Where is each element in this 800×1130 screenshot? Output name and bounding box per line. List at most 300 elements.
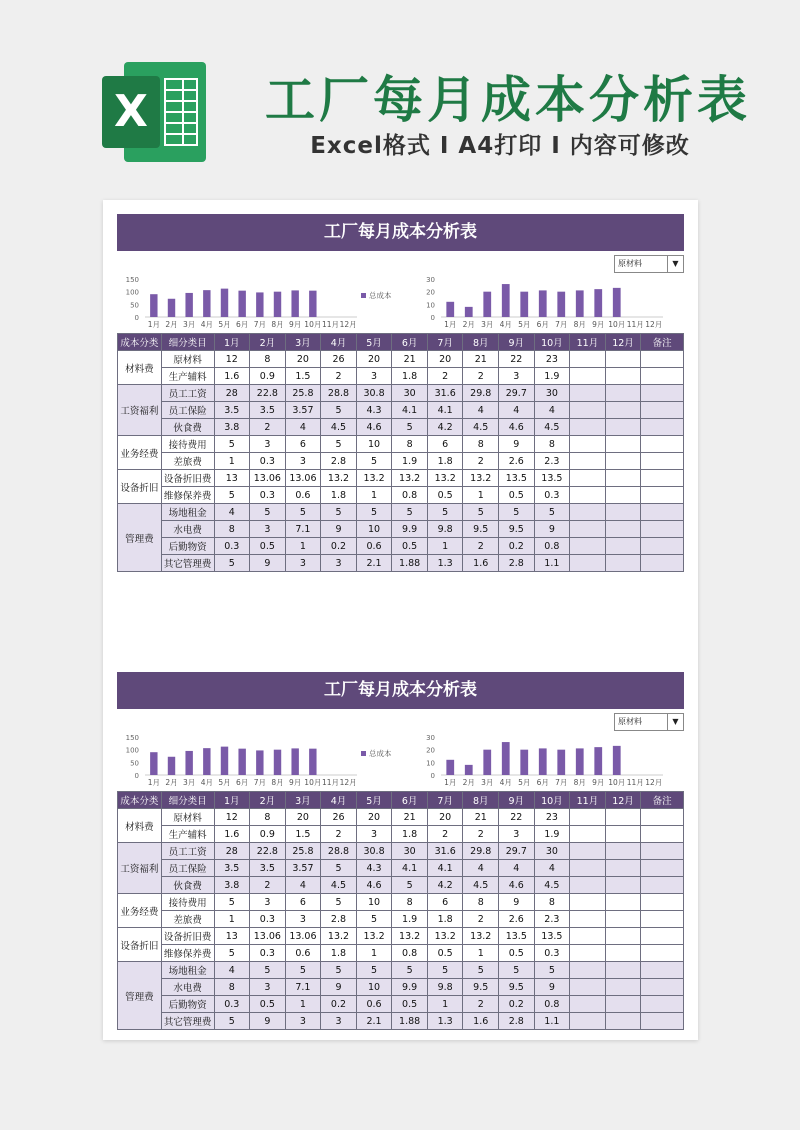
value-cell[interactable]: 0.5 — [499, 487, 535, 504]
value-cell[interactable]: 28.8 — [321, 385, 357, 402]
note-cell[interactable] — [641, 521, 684, 538]
value-cell[interactable] — [570, 962, 606, 979]
note-cell[interactable] — [641, 809, 684, 826]
value-cell[interactable]: 2.1 — [356, 555, 392, 572]
value-cell[interactable]: 4.5 — [534, 877, 570, 894]
subcategory-cell[interactable]: 伙食费 — [161, 419, 214, 436]
value-cell[interactable]: 8 — [214, 979, 250, 996]
value-cell[interactable] — [605, 470, 641, 487]
value-cell[interactable] — [570, 894, 606, 911]
value-cell[interactable] — [605, 521, 641, 538]
value-cell[interactable]: 0.6 — [356, 538, 392, 555]
note-cell[interactable] — [641, 419, 684, 436]
value-cell[interactable]: 3.8 — [214, 877, 250, 894]
value-cell[interactable] — [570, 911, 606, 928]
value-cell[interactable]: 4.5 — [321, 877, 357, 894]
value-cell[interactable]: 1.8 — [427, 453, 463, 470]
value-cell[interactable]: 3 — [285, 453, 321, 470]
value-cell[interactable]: 13 — [214, 928, 250, 945]
value-cell[interactable]: 0.3 — [250, 453, 286, 470]
value-cell[interactable]: 20 — [427, 351, 463, 368]
value-cell[interactable] — [570, 996, 606, 1013]
value-cell[interactable]: 0.5 — [427, 945, 463, 962]
value-cell[interactable]: 3.57 — [285, 402, 321, 419]
value-cell[interactable]: 2.8 — [321, 453, 357, 470]
value-cell[interactable]: 8 — [392, 436, 428, 453]
value-cell[interactable]: 9 — [534, 979, 570, 996]
subcategory-cell[interactable]: 接待费用 — [161, 436, 214, 453]
value-cell[interactable]: 2.1 — [356, 1013, 392, 1030]
value-cell[interactable] — [605, 928, 641, 945]
value-cell[interactable] — [570, 419, 606, 436]
value-cell[interactable]: 13.5 — [534, 470, 570, 487]
value-cell[interactable]: 21 — [392, 351, 428, 368]
value-cell[interactable]: 29.8 — [463, 385, 499, 402]
value-cell[interactable]: 8 — [534, 894, 570, 911]
value-cell[interactable]: 30 — [534, 843, 570, 860]
note-cell[interactable] — [641, 826, 684, 843]
value-cell[interactable] — [605, 894, 641, 911]
value-cell[interactable]: 9 — [499, 894, 535, 911]
value-cell[interactable]: 0.5 — [250, 538, 286, 555]
value-cell[interactable] — [605, 809, 641, 826]
value-cell[interactable]: 28 — [214, 843, 250, 860]
value-cell[interactable]: 8 — [250, 809, 286, 826]
value-cell[interactable]: 4 — [463, 402, 499, 419]
value-cell[interactable]: 3 — [285, 555, 321, 572]
value-cell[interactable]: 5 — [285, 962, 321, 979]
value-cell[interactable]: 9.5 — [463, 979, 499, 996]
value-cell[interactable]: 9.9 — [392, 521, 428, 538]
value-cell[interactable]: 2 — [463, 453, 499, 470]
value-cell[interactable]: 4.1 — [427, 402, 463, 419]
value-cell[interactable]: 0.9 — [250, 826, 286, 843]
value-cell[interactable]: 5 — [321, 402, 357, 419]
value-cell[interactable]: 1 — [214, 453, 250, 470]
value-cell[interactable]: 0.6 — [356, 996, 392, 1013]
value-cell[interactable]: 5 — [321, 894, 357, 911]
value-cell[interactable]: 4.2 — [427, 877, 463, 894]
value-cell[interactable]: 0.8 — [534, 538, 570, 555]
value-cell[interactable]: 3 — [285, 911, 321, 928]
value-cell[interactable]: 1.88 — [392, 1013, 428, 1030]
value-cell[interactable]: 30.8 — [356, 843, 392, 860]
value-cell[interactable]: 30 — [534, 385, 570, 402]
value-cell[interactable]: 1 — [463, 487, 499, 504]
note-cell[interactable] — [641, 843, 684, 860]
value-cell[interactable]: 2.6 — [499, 911, 535, 928]
note-cell[interactable] — [641, 894, 684, 911]
note-cell[interactable] — [641, 368, 684, 385]
value-cell[interactable]: 13.2 — [321, 470, 357, 487]
value-cell[interactable]: 2 — [321, 826, 357, 843]
value-cell[interactable]: 22.8 — [250, 843, 286, 860]
value-cell[interactable]: 8 — [392, 894, 428, 911]
value-cell[interactable]: 4.5 — [534, 419, 570, 436]
value-cell[interactable]: 13.2 — [427, 470, 463, 487]
value-cell[interactable]: 4.6 — [499, 419, 535, 436]
value-cell[interactable]: 0.3 — [250, 487, 286, 504]
value-cell[interactable] — [605, 911, 641, 928]
value-cell[interactable] — [570, 843, 606, 860]
value-cell[interactable]: 0.6 — [285, 487, 321, 504]
subcategory-cell[interactable]: 原材料 — [161, 351, 214, 368]
note-cell[interactable] — [641, 945, 684, 962]
value-cell[interactable]: 1.6 — [214, 368, 250, 385]
value-cell[interactable]: 1.8 — [392, 368, 428, 385]
value-cell[interactable]: 4.3 — [356, 860, 392, 877]
value-cell[interactable] — [570, 385, 606, 402]
value-cell[interactable]: 20 — [356, 351, 392, 368]
subcategory-cell[interactable]: 员工保险 — [161, 402, 214, 419]
value-cell[interactable]: 6 — [285, 436, 321, 453]
value-cell[interactable]: 28 — [214, 385, 250, 402]
value-cell[interactable]: 5 — [427, 962, 463, 979]
value-cell[interactable]: 4 — [214, 504, 250, 521]
category-cell[interactable]: 工资福利 — [118, 385, 162, 436]
value-cell[interactable]: 13.5 — [534, 928, 570, 945]
value-cell[interactable] — [605, 945, 641, 962]
value-cell[interactable]: 9.5 — [463, 521, 499, 538]
value-cell[interactable]: 3 — [250, 894, 286, 911]
value-cell[interactable]: 1 — [356, 945, 392, 962]
value-cell[interactable]: 30 — [392, 843, 428, 860]
value-cell[interactable]: 0.3 — [214, 996, 250, 1013]
value-cell[interactable]: 4.1 — [392, 402, 428, 419]
value-cell[interactable]: 28.8 — [321, 843, 357, 860]
value-cell[interactable]: 29.7 — [499, 385, 535, 402]
value-cell[interactable]: 0.2 — [321, 996, 357, 1013]
value-cell[interactable]: 4.5 — [463, 419, 499, 436]
subcategory-cell[interactable]: 后勤物资 — [161, 996, 214, 1013]
value-cell[interactable]: 0.5 — [499, 945, 535, 962]
value-cell[interactable]: 25.8 — [285, 385, 321, 402]
value-cell[interactable]: 13.2 — [356, 928, 392, 945]
value-cell[interactable]: 0.2 — [499, 538, 535, 555]
value-cell[interactable]: 3 — [321, 555, 357, 572]
value-cell[interactable]: 9 — [499, 436, 535, 453]
value-cell[interactable] — [605, 385, 641, 402]
value-cell[interactable] — [570, 470, 606, 487]
value-cell[interactable]: 13.06 — [285, 928, 321, 945]
value-cell[interactable]: 0.5 — [427, 487, 463, 504]
subcategory-cell[interactable]: 维修保养费 — [161, 945, 214, 962]
value-cell[interactable]: 13.2 — [427, 928, 463, 945]
value-cell[interactable]: 22 — [499, 351, 535, 368]
value-cell[interactable]: 2.6 — [499, 453, 535, 470]
value-cell[interactable]: 0.3 — [534, 945, 570, 962]
value-cell[interactable]: 9 — [321, 979, 357, 996]
subcategory-cell[interactable]: 设备折旧费 — [161, 928, 214, 945]
value-cell[interactable]: 0.9 — [250, 368, 286, 385]
value-cell[interactable]: 1 — [427, 996, 463, 1013]
value-cell[interactable]: 30 — [392, 385, 428, 402]
value-cell[interactable] — [570, 402, 606, 419]
value-cell[interactable]: 0.8 — [392, 487, 428, 504]
value-cell[interactable]: 13.06 — [250, 470, 286, 487]
value-cell[interactable]: 9.5 — [499, 979, 535, 996]
value-cell[interactable]: 0.5 — [250, 996, 286, 1013]
value-cell[interactable] — [570, 521, 606, 538]
value-cell[interactable]: 3.57 — [285, 860, 321, 877]
value-cell[interactable]: 5 — [392, 962, 428, 979]
subcategory-cell[interactable]: 员工工资 — [161, 385, 214, 402]
subcategory-cell[interactable]: 原材料 — [161, 809, 214, 826]
category-cell[interactable]: 材料费 — [118, 351, 162, 385]
value-cell[interactable]: 3 — [250, 979, 286, 996]
subcategory-cell[interactable]: 场地租金 — [161, 504, 214, 521]
value-cell[interactable]: 21 — [392, 809, 428, 826]
value-cell[interactable]: 2 — [427, 368, 463, 385]
value-cell[interactable] — [570, 877, 606, 894]
value-cell[interactable]: 9.8 — [427, 979, 463, 996]
value-cell[interactable]: 0.8 — [392, 945, 428, 962]
value-cell[interactable]: 1 — [356, 487, 392, 504]
value-cell[interactable]: 0.8 — [534, 996, 570, 1013]
category-dropdown[interactable] — [614, 713, 684, 731]
value-cell[interactable]: 5 — [463, 962, 499, 979]
value-cell[interactable]: 8 — [463, 436, 499, 453]
value-cell[interactable]: 2 — [250, 419, 286, 436]
category-cell[interactable]: 管理费 — [118, 504, 162, 572]
value-cell[interactable]: 29.8 — [463, 843, 499, 860]
note-cell[interactable] — [641, 385, 684, 402]
value-cell[interactable] — [605, 368, 641, 385]
value-cell[interactable] — [570, 860, 606, 877]
note-cell[interactable] — [641, 979, 684, 996]
value-cell[interactable]: 10 — [356, 436, 392, 453]
subcategory-cell[interactable]: 员工工资 — [161, 843, 214, 860]
value-cell[interactable]: 13.2 — [392, 928, 428, 945]
note-cell[interactable] — [641, 996, 684, 1013]
value-cell[interactable]: 9 — [250, 555, 286, 572]
value-cell[interactable]: 13.5 — [499, 928, 535, 945]
note-cell[interactable] — [641, 962, 684, 979]
value-cell[interactable]: 2.8 — [321, 911, 357, 928]
value-cell[interactable]: 0.2 — [321, 538, 357, 555]
value-cell[interactable]: 2 — [463, 368, 499, 385]
value-cell[interactable]: 1.3 — [427, 555, 463, 572]
value-cell[interactable] — [605, 419, 641, 436]
value-cell[interactable] — [605, 351, 641, 368]
value-cell[interactable]: 1.8 — [427, 911, 463, 928]
value-cell[interactable] — [605, 979, 641, 996]
note-cell[interactable] — [641, 351, 684, 368]
value-cell[interactable]: 23 — [534, 809, 570, 826]
value-cell[interactable] — [570, 487, 606, 504]
subcategory-cell[interactable]: 后勤物资 — [161, 538, 214, 555]
value-cell[interactable]: 1.88 — [392, 555, 428, 572]
value-cell[interactable]: 22.8 — [250, 385, 286, 402]
value-cell[interactable] — [605, 843, 641, 860]
value-cell[interactable]: 3 — [285, 1013, 321, 1030]
value-cell[interactable]: 5 — [392, 419, 428, 436]
value-cell[interactable]: 1.9 — [392, 911, 428, 928]
value-cell[interactable]: 0.3 — [250, 911, 286, 928]
value-cell[interactable]: 1 — [214, 911, 250, 928]
value-cell[interactable]: 3.5 — [250, 402, 286, 419]
value-cell[interactable]: 6 — [285, 894, 321, 911]
value-cell[interactable] — [570, 538, 606, 555]
note-cell[interactable] — [641, 911, 684, 928]
value-cell[interactable]: 4 — [534, 860, 570, 877]
value-cell[interactable]: 0.5 — [392, 996, 428, 1013]
value-cell[interactable]: 1.9 — [534, 826, 570, 843]
value-cell[interactable]: 1 — [285, 996, 321, 1013]
note-cell[interactable] — [641, 487, 684, 504]
value-cell[interactable]: 2 — [250, 877, 286, 894]
value-cell[interactable] — [570, 1013, 606, 1030]
value-cell[interactable]: 9.5 — [499, 521, 535, 538]
value-cell[interactable] — [605, 877, 641, 894]
subcategory-cell[interactable]: 其它管理费 — [161, 1013, 214, 1030]
value-cell[interactable]: 5 — [250, 504, 286, 521]
value-cell[interactable]: 13.2 — [356, 470, 392, 487]
value-cell[interactable]: 7.1 — [285, 521, 321, 538]
value-cell[interactable]: 22 — [499, 809, 535, 826]
value-cell[interactable]: 10 — [356, 894, 392, 911]
value-cell[interactable]: 3.5 — [214, 860, 250, 877]
value-cell[interactable]: 13.2 — [463, 928, 499, 945]
value-cell[interactable]: 2 — [463, 826, 499, 843]
value-cell[interactable]: 2 — [463, 911, 499, 928]
value-cell[interactable] — [605, 1013, 641, 1030]
value-cell[interactable]: 9 — [534, 521, 570, 538]
value-cell[interactable]: 4.6 — [356, 419, 392, 436]
value-cell[interactable]: 4 — [499, 402, 535, 419]
value-cell[interactable]: 31.6 — [427, 843, 463, 860]
value-cell[interactable] — [605, 436, 641, 453]
value-cell[interactable]: 13.5 — [499, 470, 535, 487]
value-cell[interactable]: 4.3 — [356, 402, 392, 419]
value-cell[interactable]: 3 — [356, 826, 392, 843]
value-cell[interactable]: 0.3 — [214, 538, 250, 555]
subcategory-cell[interactable]: 水电费 — [161, 979, 214, 996]
value-cell[interactable]: 8 — [214, 521, 250, 538]
value-cell[interactable] — [605, 996, 641, 1013]
value-cell[interactable]: 26 — [321, 809, 357, 826]
value-cell[interactable]: 12 — [214, 351, 250, 368]
value-cell[interactable]: 5 — [427, 504, 463, 521]
note-cell[interactable] — [641, 538, 684, 555]
subcategory-cell[interactable]: 水电费 — [161, 521, 214, 538]
value-cell[interactable]: 1.5 — [285, 826, 321, 843]
value-cell[interactable]: 5 — [214, 555, 250, 572]
value-cell[interactable]: 5 — [534, 962, 570, 979]
category-cell[interactable]: 管理费 — [118, 962, 162, 1030]
value-cell[interactable]: 1.6 — [214, 826, 250, 843]
value-cell[interactable]: 4.2 — [427, 419, 463, 436]
value-cell[interactable]: 30.8 — [356, 385, 392, 402]
value-cell[interactable] — [570, 928, 606, 945]
category-cell[interactable]: 业务经费 — [118, 436, 162, 470]
note-cell[interactable] — [641, 402, 684, 419]
value-cell[interactable] — [605, 504, 641, 521]
subcategory-cell[interactable]: 维修保养费 — [161, 487, 214, 504]
value-cell[interactable]: 13.06 — [250, 928, 286, 945]
value-cell[interactable]: 2.8 — [499, 1013, 535, 1030]
value-cell[interactable]: 4 — [534, 402, 570, 419]
value-cell[interactable] — [605, 453, 641, 470]
value-cell[interactable]: 2 — [463, 538, 499, 555]
value-cell[interactable]: 4.6 — [356, 877, 392, 894]
value-cell[interactable]: 5 — [356, 453, 392, 470]
value-cell[interactable] — [570, 368, 606, 385]
value-cell[interactable]: 1 — [463, 945, 499, 962]
value-cell[interactable] — [605, 538, 641, 555]
subcategory-cell[interactable]: 其它管理费 — [161, 555, 214, 572]
subcategory-cell[interactable]: 设备折旧费 — [161, 470, 214, 487]
value-cell[interactable]: 6 — [427, 436, 463, 453]
value-cell[interactable]: 5 — [499, 962, 535, 979]
value-cell[interactable]: 3 — [499, 826, 535, 843]
value-cell[interactable]: 1.9 — [392, 453, 428, 470]
value-cell[interactable]: 1.8 — [321, 487, 357, 504]
subcategory-cell[interactable]: 接待费用 — [161, 894, 214, 911]
value-cell[interactable]: 5 — [499, 504, 535, 521]
subcategory-cell[interactable]: 差旅费 — [161, 911, 214, 928]
value-cell[interactable]: 10 — [356, 521, 392, 538]
note-cell[interactable] — [641, 928, 684, 945]
subcategory-cell[interactable]: 生产辅料 — [161, 826, 214, 843]
value-cell[interactable]: 10 — [356, 979, 392, 996]
value-cell[interactable]: 5 — [392, 877, 428, 894]
value-cell[interactable]: 5 — [463, 504, 499, 521]
note-cell[interactable] — [641, 860, 684, 877]
value-cell[interactable]: 3.5 — [250, 860, 286, 877]
value-cell[interactable]: 3 — [250, 436, 286, 453]
value-cell[interactable]: 5 — [214, 894, 250, 911]
value-cell[interactable]: 4.5 — [463, 877, 499, 894]
category-dropdown[interactable] — [614, 255, 684, 273]
value-cell[interactable]: 13 — [214, 470, 250, 487]
value-cell[interactable]: 8 — [534, 436, 570, 453]
value-cell[interactable]: 6 — [427, 894, 463, 911]
value-cell[interactable] — [605, 826, 641, 843]
category-cell[interactable]: 设备折旧 — [118, 470, 162, 504]
value-cell[interactable]: 4.5 — [321, 419, 357, 436]
value-cell[interactable]: 3 — [499, 368, 535, 385]
value-cell[interactable]: 12 — [214, 809, 250, 826]
value-cell[interactable]: 5 — [356, 911, 392, 928]
note-cell[interactable] — [641, 555, 684, 572]
value-cell[interactable] — [570, 351, 606, 368]
value-cell[interactable]: 5 — [356, 962, 392, 979]
value-cell[interactable] — [605, 402, 641, 419]
value-cell[interactable]: 29.7 — [499, 843, 535, 860]
value-cell[interactable]: 5 — [250, 962, 286, 979]
value-cell[interactable]: 0.3 — [534, 487, 570, 504]
subcategory-cell[interactable]: 伙食费 — [161, 877, 214, 894]
value-cell[interactable] — [570, 809, 606, 826]
subcategory-cell[interactable]: 差旅费 — [161, 453, 214, 470]
value-cell[interactable]: 2 — [427, 826, 463, 843]
value-cell[interactable]: 0.2 — [499, 996, 535, 1013]
value-cell[interactable] — [570, 826, 606, 843]
value-cell[interactable]: 9.9 — [392, 979, 428, 996]
value-cell[interactable]: 4.6 — [499, 877, 535, 894]
value-cell[interactable]: 5 — [392, 504, 428, 521]
value-cell[interactable]: 20 — [356, 809, 392, 826]
value-cell[interactable]: 8 — [463, 894, 499, 911]
value-cell[interactable]: 13.06 — [285, 470, 321, 487]
value-cell[interactable]: 0.5 — [392, 538, 428, 555]
value-cell[interactable]: 2 — [321, 368, 357, 385]
value-cell[interactable]: 4 — [463, 860, 499, 877]
value-cell[interactable]: 8 — [250, 351, 286, 368]
value-cell[interactable]: 13.2 — [463, 470, 499, 487]
value-cell[interactable] — [570, 979, 606, 996]
